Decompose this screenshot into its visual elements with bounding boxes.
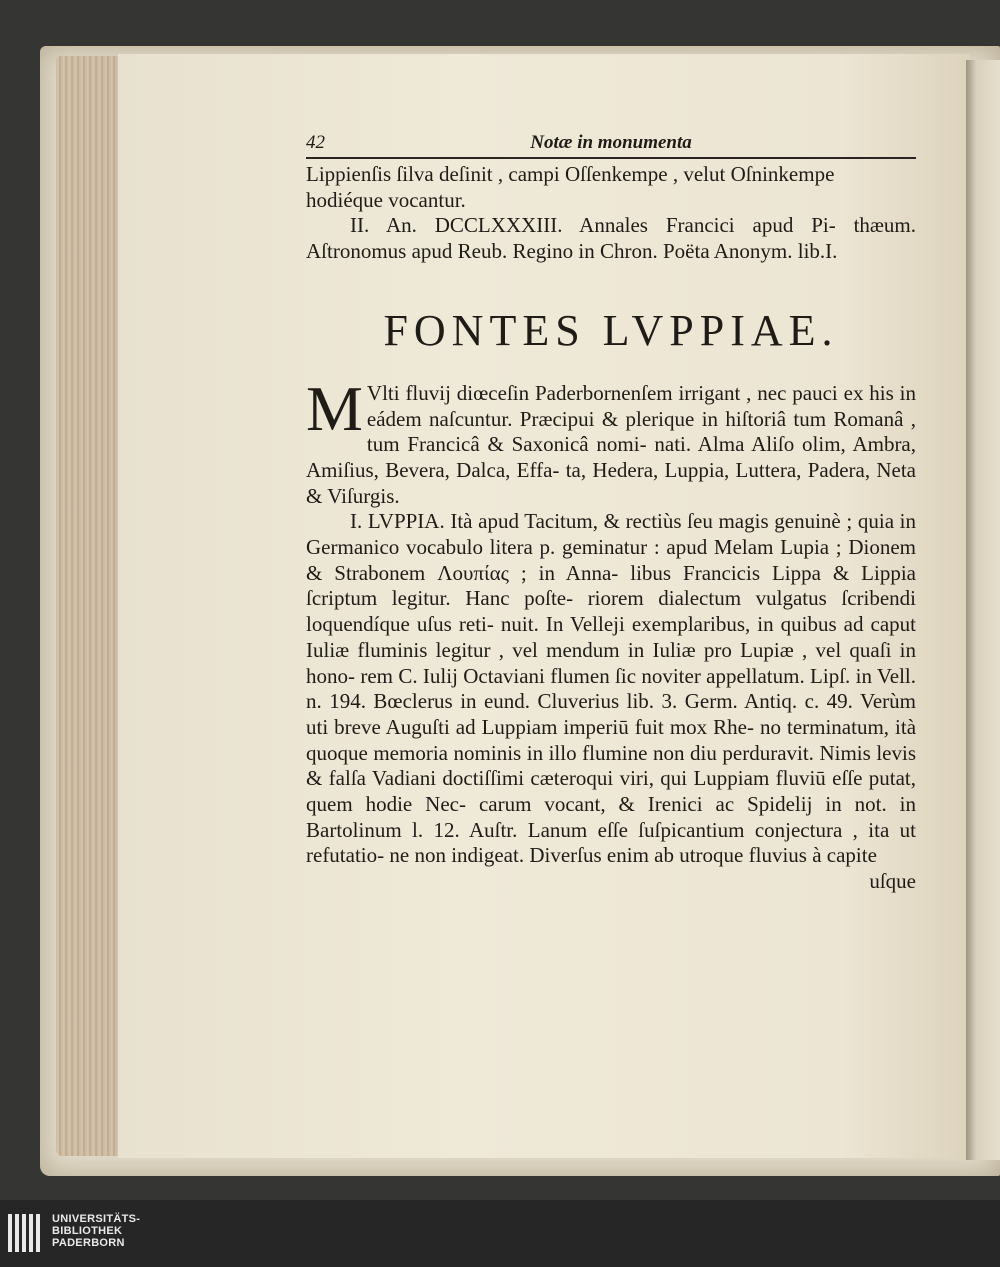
intro-paragraph xyxy=(306,372,917,510)
text-line: riorem dialectum vulgatus ſcribendi loquendíque uſus reti- xyxy=(306,586,917,637)
text-line: ne non indigeat. Diverſus enim ab utroque fluvius à capite xyxy=(389,843,877,868)
library-name-line: UNIVERSITÄTS- xyxy=(52,1213,141,1225)
text-line: Verùm uti breve Auguſti ad Luppiam imperiū fuit mox Rhe- xyxy=(306,689,916,739)
text-line: ta, Hedera, Luppia, Luttera, Padera, Neta & Viſurgis. xyxy=(306,457,917,508)
note-ii xyxy=(306,213,916,264)
drop-cap: M xyxy=(306,372,363,444)
luppia-paragraph xyxy=(306,509,916,869)
page-number: 42 xyxy=(306,132,325,153)
text-line: n. 194. Bœclerus in eund. Cluverius lib. 3. Germ. Antiq. c. 49. xyxy=(306,689,853,714)
catchword: uſque xyxy=(869,869,916,894)
library-logo-icon xyxy=(6,1210,46,1256)
page-text xyxy=(306,128,916,894)
continued-text xyxy=(306,162,916,213)
text-line: II. An. DCCLXXXIII. Annales Francici apud Pi- xyxy=(350,213,836,238)
text-line: Anonym. lib.I. xyxy=(713,239,838,264)
page-edges xyxy=(56,56,126,1156)
text-line: Auſtr. Lanum eſſe ſuſpicantium conjectura , ita ut refutatio- xyxy=(306,817,916,868)
running-head: Notæ in monumenta xyxy=(530,132,692,153)
text-line: pauci ex his in eádem naſcuntur. Præcipui & plerique xyxy=(366,380,917,431)
text-line: nuit. In Velleji exemplaribus, in quibus ad caput Iuliæ fluminis xyxy=(306,612,917,662)
text-line: Lippienſis ſilva deſinit , campi Oſſenkempe , velut Oſninkempe xyxy=(306,162,835,186)
text-line: libus Francicis Lippa & Lippia ſcriptum legitur. Hanc poſte- xyxy=(306,560,916,611)
text-line: carum vocant, & Irenici ac Spidelij in not. in Bartolinum l. 12. xyxy=(306,792,916,842)
library-name-line: PADERBORN xyxy=(52,1237,125,1249)
library-name-line: BIBLIOTHEK xyxy=(52,1225,123,1237)
library-logo-bar xyxy=(0,1200,1000,1267)
text-line: hodiéque vocantur. xyxy=(306,187,466,212)
facing-page-edge xyxy=(966,60,1000,1160)
text-line: apud Melam Lupia ; Dionem & Strabonem Λουπίας ; in Anna- xyxy=(306,535,916,585)
text-line: genuinè ; quia in Germanico vocabulo litera p. geminatur : xyxy=(306,509,916,560)
header-rule xyxy=(306,157,916,159)
text-line: I. LVPPIA. Ità apud Tacitum, & rectiùs ſeu magis xyxy=(350,509,769,534)
text-line: thæum. Aſtronomus apud Reub. Regino in Chron. Poëta xyxy=(306,213,917,264)
text-line: no terminatum, ità quoque memoria nominis in illo flumine xyxy=(306,714,917,765)
text-line: cæteroqui viri, qui Luppiam fluviū eſſe putat, quem hodie Nec- xyxy=(306,766,917,817)
text-line: Vlti fluvij diœceſin Paderbornenſem irrigant , nec xyxy=(366,380,787,405)
text-line: rem C. Iulij Octaviani flumen ſic noviter appellatum. Lipſ. in Vell. xyxy=(360,663,917,688)
page-header xyxy=(306,128,916,160)
text-line: nati. Alma Aliſo olim, Ambra, Amiſius, Bevera, Dalca, Effa- xyxy=(306,432,917,482)
section-title: FONTES LVPPIAE. xyxy=(383,305,839,355)
text-line: legitur , vel mendum in Iuliæ pro Lupiæ , vel quaſi in hono- xyxy=(306,637,916,688)
library-name xyxy=(52,1213,140,1249)
text-line: non diu perduravit. Nimis levis & falſa Vadiani doctiſſimi xyxy=(306,740,916,791)
text-line: in hiſtoriâ tum Romanâ , tum Francicâ & Saxonicâ nomi- xyxy=(366,406,917,457)
